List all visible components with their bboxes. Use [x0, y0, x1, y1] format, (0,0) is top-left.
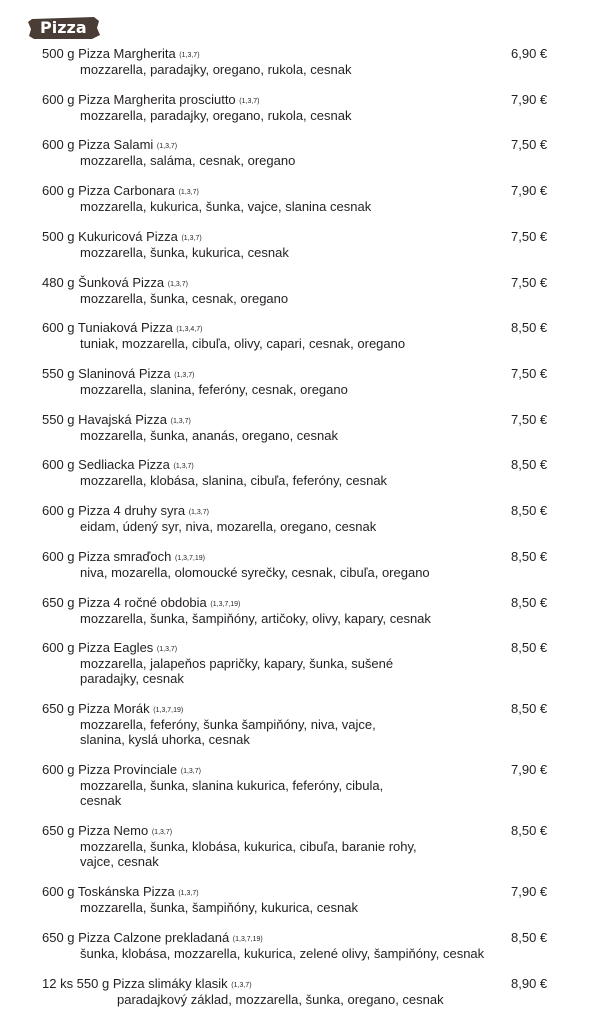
item-price: 8,50 € [511, 823, 548, 838]
item-title: 650 g Pizza Morák [42, 701, 154, 716]
item-allergens: (1,3,7) [170, 418, 191, 425]
menu-item [0, 320, 601, 351]
item-title: 600 g Pizza Eagles [42, 640, 157, 655]
item-title: 650 g Pizza Calzone prekladaná [42, 930, 233, 945]
menu-item [0, 183, 601, 214]
item-description: mozzarella, jalapeňos papričky, kapary, šunka, sušené [80, 656, 394, 671]
item-allergens: (1,3,7) [156, 143, 178, 150]
item-description: tuniak, mozzarella, cibuľa, olivy, capari, cesnak, oregano [80, 336, 406, 351]
item-price: 8,50 € [511, 320, 548, 335]
item-name [42, 457, 194, 475]
item-allergens: (1,3,4,7) [176, 326, 203, 333]
item-description: mozzarella, šunka, ananás, oregano, cesnak [80, 428, 338, 443]
menu-item [0, 930, 601, 961]
item-description: eidam, údený syr, niva, mozarella, oregano, cesnak [80, 519, 377, 534]
item-price: 8,90 € [511, 976, 548, 991]
item-name [42, 137, 177, 155]
item-name [42, 762, 201, 780]
item-title: 600 g Pizza Margherita prosciutto [42, 92, 240, 107]
item-allergens: (1,3,7) [188, 509, 209, 516]
menu-item [0, 762, 601, 808]
menu-item [0, 640, 601, 686]
item-allergens: (1,3,7) [174, 372, 195, 379]
item-name [42, 320, 203, 338]
item-title: 650 g Pizza 4 ročné obdobia [42, 595, 211, 610]
item-description: mozzarella, saláma, cesnak, oregano [80, 153, 296, 168]
item-name [42, 183, 199, 201]
item-title: 600 g Pizza 4 druhy syra [42, 503, 189, 518]
menu-item [0, 366, 601, 397]
item-name [42, 229, 202, 247]
item-price: 7,50 € [511, 412, 548, 427]
item-allergens: (1,3,7,19) [232, 936, 263, 943]
item-name [42, 92, 260, 110]
item-description: niva, mozarella, olomoucké syrečky, cesnak, cibuľa, oregano [80, 565, 430, 580]
menu-item [0, 884, 601, 915]
item-title: 600 g Pizza Provinciale [42, 762, 181, 777]
item-title: 600 g Toskánska Pizza [42, 884, 179, 899]
menu-item [0, 823, 601, 869]
item-description: mozzarella, šunka, klobása, kukurica, cibuľa, baranie rohy, [80, 839, 417, 854]
item-title: 500 g Kukuricová Pizza [42, 229, 182, 244]
item-price: 7,50 € [511, 275, 548, 290]
item-allergens: (1,3,7,19) [153, 707, 184, 714]
item-description: mozzarella, šunka, šampiňóny, kukurica, cesnak [80, 900, 358, 915]
item-title: 12 ks 550 g Pizza slimáky klasik [42, 976, 232, 991]
item-name [42, 595, 240, 613]
item-name [42, 412, 191, 430]
item-allergens: (1,3,7,19) [175, 555, 205, 562]
item-description: paradajkový základ, mozzarella, šunka, oregano, cesnak [117, 992, 444, 1007]
item-name [42, 549, 205, 567]
item-description: mozzarella, šunka, šampiňóny, artičoky, olivy, kapary, cesnak [80, 611, 431, 626]
item-allergens: (1,3,7) [181, 235, 202, 242]
menu-item [0, 92, 601, 123]
menu-item [0, 701, 601, 747]
item-title: 650 g Pizza Nemo [42, 823, 152, 838]
item-price: 8,50 € [511, 457, 548, 472]
item-price: 7,50 € [511, 137, 548, 152]
menu-item [0, 137, 601, 168]
item-description: mozzarella, paradajky, oregano, rukola, cesnak [80, 62, 352, 77]
item-description: mozzarella, kukurica, šunka, vajce, slanina cesnak [80, 199, 372, 214]
item-name [42, 503, 209, 521]
menu-item [0, 457, 601, 488]
item-price: 8,50 € [511, 640, 548, 655]
item-price: 8,50 € [511, 930, 548, 945]
item-price: 7,50 € [511, 229, 548, 244]
item-title: 550 g Havajská Pizza [42, 412, 171, 427]
item-name [42, 701, 183, 719]
menu-item [0, 46, 601, 77]
item-name [42, 884, 199, 902]
item-title: 600 g Pizza Salami [42, 137, 157, 152]
item-price: 7,90 € [511, 92, 548, 107]
item-description: mozzarella, šunka, cesnak, oregano [80, 291, 289, 306]
item-name [42, 366, 195, 384]
item-price: 8,50 € [511, 701, 548, 716]
item-allergens: (1,3,7) [239, 98, 260, 105]
item-price: 8,50 € [511, 503, 548, 518]
item-allergens: (1,3,7) [178, 189, 199, 196]
item-price: 8,50 € [511, 549, 548, 564]
menu-item [0, 229, 601, 260]
item-allergens: (1,3,7,19) [210, 601, 241, 608]
menu-item [0, 275, 601, 306]
item-allergens: (1,3,7) [151, 829, 173, 836]
item-description: šunka, klobása, mozzarella, kukurica, zelené olivy, šampiňóny, cesnak [80, 946, 485, 961]
item-description: mozzarella, paradajky, oregano, rukola, cesnak [80, 108, 352, 123]
item-name [42, 930, 263, 948]
item-price: 8,50 € [511, 595, 548, 610]
item-description: mozzarella, slanina, feferóny, cesnak, oregano [80, 382, 348, 397]
item-title: 550 g Slaninová Pizza [42, 366, 175, 381]
section-title: Pizza [40, 18, 87, 37]
item-title: 600 g Pizza Carbonara [42, 183, 179, 198]
item-allergens: (1,3,7) [173, 463, 194, 470]
menu-item [0, 503, 601, 534]
item-name [42, 976, 252, 994]
menu-item [0, 595, 601, 626]
item-name [42, 640, 177, 658]
item-price: 7,50 € [511, 366, 548, 381]
item-description: slanina, kyslá uhorka, cesnak [80, 732, 250, 747]
item-description: mozzarella, feferóny, šunka šampiňóny, niva, vajce, [80, 717, 376, 732]
item-name [42, 275, 188, 293]
item-name [42, 46, 200, 64]
item-allergens: (1,3,7) [178, 890, 199, 897]
item-description: mozzarella, klobása, slanina, cibuľa, feferóny, cesnak [80, 473, 388, 488]
item-description: mozzarella, šunka, kukurica, cesnak [80, 245, 289, 260]
item-price: 6,90 € [511, 46, 548, 61]
menu-item [0, 976, 601, 1007]
item-price: 7,90 € [511, 762, 548, 777]
menu-item [0, 549, 601, 580]
item-allergens: (1,3,7) [179, 52, 200, 59]
item-name [42, 823, 172, 841]
item-title: 600 g Sedliacka Pizza [42, 457, 174, 472]
item-allergens: (1,3,7) [156, 646, 178, 653]
item-allergens: (1,3,7) [167, 281, 188, 288]
item-description: cesnak [80, 793, 122, 808]
item-description: paradajky, cesnak [80, 671, 184, 686]
item-title: 600 g Tuniaková Pizza [42, 320, 177, 335]
item-title: 600 g Pizza smraďoch [42, 549, 175, 564]
item-allergens: (1,3,7) [180, 768, 201, 775]
item-title: 500 g Pizza Margherita [42, 46, 180, 61]
menu-item [0, 412, 601, 443]
item-description: mozzarella, šunka, slanina kukurica, feferóny, cibula, [80, 778, 384, 793]
item-allergens: (1,3,7) [231, 982, 252, 989]
item-description: vajce, cesnak [80, 854, 159, 869]
item-price: 7,90 € [511, 183, 548, 198]
item-price: 7,90 € [511, 884, 548, 899]
item-title: 480 g Šunková Pizza [42, 275, 168, 290]
